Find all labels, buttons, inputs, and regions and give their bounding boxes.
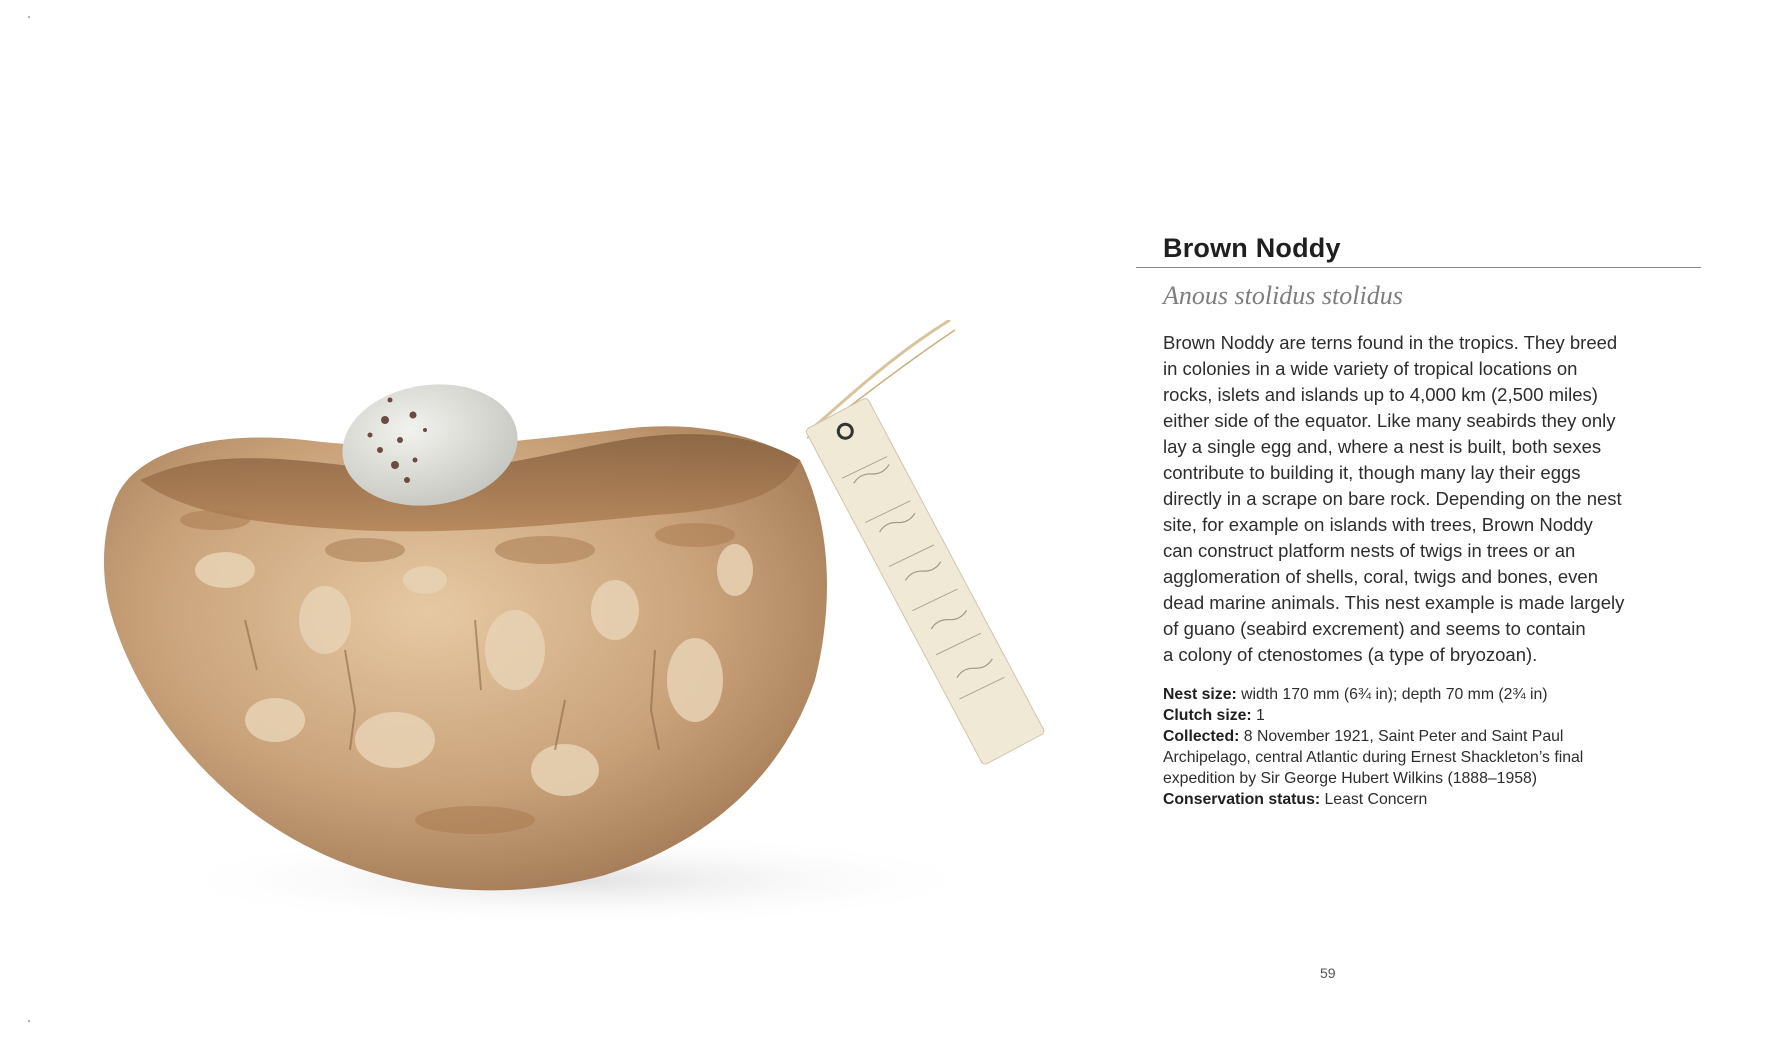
description-line: contribute to building it, though many lay their eggs: [1163, 462, 1581, 483]
title-divider: [1136, 267, 1701, 268]
description-line: either side of the equator. Like many seabirds they only: [1163, 410, 1616, 431]
description-line: directly in a scrape on bare rock. Depending on the nest: [1163, 488, 1622, 509]
scientific-name: Anous stolidus stolidus: [1163, 281, 1403, 310]
scan-speck: [28, 1020, 30, 1022]
description-line: of guano (seabird excrement) and seems to contain: [1163, 618, 1586, 639]
nest-size-value: width 170 mm (6¾ in); depth 70 mm (2¾ in): [1236, 686, 1548, 703]
clutch-size-value: 1: [1251, 707, 1265, 724]
species-entry: [1163, 228, 1708, 810]
description-line: Brown Noddy are terns found in the tropics. They breed: [1163, 332, 1618, 353]
page-number: 59: [1320, 965, 1336, 981]
species-description: [1163, 330, 1708, 668]
description-line: agglomeration of shells, coral, twigs and bones, even: [1163, 566, 1599, 587]
description-line: site, for example on islands with trees, Brown Noddy: [1163, 514, 1593, 535]
description-line: in colonies in a wide variety of tropical locations on: [1163, 358, 1578, 379]
scan-speck: [28, 16, 30, 18]
description-line: can construct platform nests of twigs in trees or an: [1163, 540, 1576, 561]
conservation-row: [1163, 789, 1708, 810]
clutch-size-label: Clutch size:: [1163, 707, 1252, 724]
nest-specimen-photo: [95, 320, 1135, 960]
description-line: lay a single egg and, where a nest is built, both sexes: [1163, 436, 1602, 457]
collected-value: 8 November 1921, Saint Peter and Saint Paul: [1239, 728, 1564, 745]
species-title: Brown Noddy: [1163, 233, 1341, 263]
collected-label: Collected:: [1163, 728, 1240, 745]
clutch-size-row: [1163, 705, 1708, 726]
nest-size-label: Nest size:: [1163, 686, 1237, 703]
tag-string: [810, 320, 950, 430]
species-facts: [1163, 684, 1708, 810]
collected-value-line: Archipelago, central Atlantic during Ernest Shackleton’s final: [1163, 749, 1584, 766]
specimen-label-tag: [805, 397, 1045, 765]
conservation-value: Least Concern: [1320, 791, 1428, 808]
conservation-label: Conservation status:: [1163, 791, 1321, 808]
collected-row: [1163, 726, 1708, 747]
collected-value-line: expedition by Sir George Hubert Wilkins (1888–1958): [1163, 770, 1538, 787]
description-line: dead marine animals. This nest example is made largely: [1163, 592, 1625, 613]
nest-size-row: [1163, 684, 1708, 705]
description-line: a colony of ctenostomes (a type of bryozoan).: [1163, 644, 1538, 665]
description-line: rocks, islets and islands up to 4,000 km (2,500 miles): [1163, 384, 1598, 405]
